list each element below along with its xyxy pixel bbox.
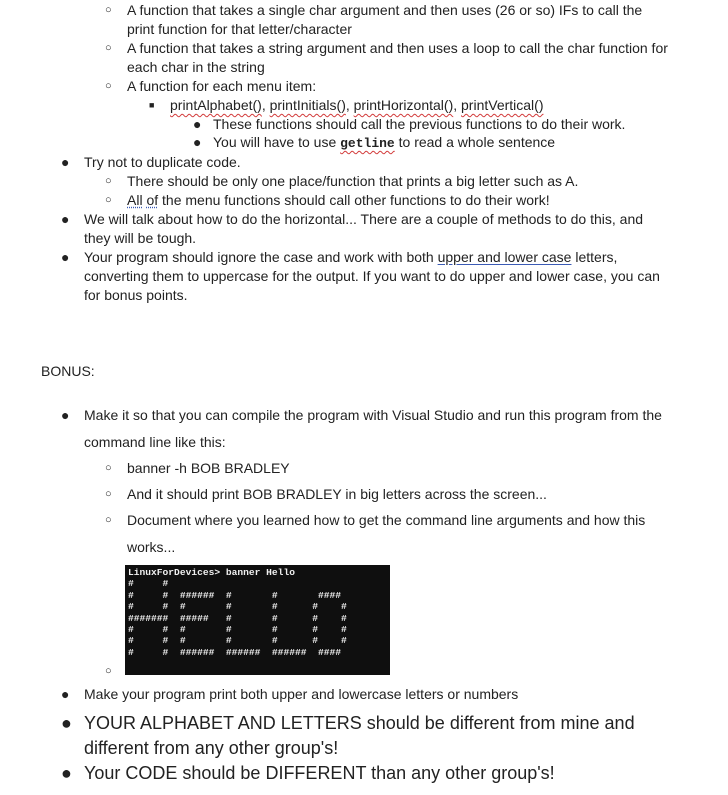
fn-print-horizontal: printHorizontal() bbox=[353, 97, 454, 113]
disc-bullet: ● bbox=[61, 249, 70, 265]
list-item-text: There should be only one place/function that prints a big letter such as A. bbox=[127, 173, 579, 189]
text: All bbox=[127, 192, 143, 208]
list-item-text: YOUR ALPHABET AND LETTERS should be different from mine and bbox=[84, 713, 635, 733]
text: Your program should ignore the case and work with both bbox=[84, 249, 438, 265]
list-item-text: print function for that letter/character bbox=[127, 21, 352, 37]
separator: , bbox=[345, 97, 354, 113]
disc-bullet: ● bbox=[193, 134, 202, 150]
terminal-row: # # # # # # # bbox=[128, 635, 347, 647]
circle-bullet: ○ bbox=[105, 488, 112, 500]
circle-bullet: ○ bbox=[105, 462, 112, 474]
list-item-text: different from any other group's! bbox=[84, 738, 339, 758]
list-item-text bbox=[127, 191, 550, 209]
circle-bullet: ○ bbox=[105, 42, 112, 54]
list-item-text: A function that takes a single char argument and then uses (26 or so) IFs to call the bbox=[127, 2, 643, 18]
terminal-row: # # ###### ###### ###### #### bbox=[128, 646, 342, 658]
circle-bullet: ○ bbox=[105, 665, 112, 677]
disc-bullet: ● bbox=[61, 686, 70, 702]
circle-bullet: ○ bbox=[105, 80, 112, 92]
disc-bullet: ● bbox=[61, 713, 72, 733]
list-item-text: A function for each menu item: bbox=[127, 78, 317, 94]
fn-print-initials: printInitials() bbox=[269, 97, 346, 113]
disc-bullet: ● bbox=[61, 154, 70, 170]
list-item-text: These functions should call the previous functions to do their work. bbox=[213, 116, 626, 132]
disc-bullet: ● bbox=[61, 763, 72, 783]
terminal-row: # # # # # # # bbox=[128, 601, 347, 613]
text: to read a whole sentence bbox=[394, 134, 556, 150]
list-item-text: each char in the string bbox=[127, 59, 265, 75]
terminal-screenshot bbox=[125, 565, 390, 675]
circle-bullet: ○ bbox=[105, 175, 112, 187]
terminal-row: # # # # # # # bbox=[128, 624, 347, 636]
list-item-text: works... bbox=[127, 539, 176, 555]
list-item-text: Make your program print both upper and lowercase letters or numbers bbox=[84, 686, 519, 702]
terminal-row: # # bbox=[128, 578, 169, 590]
list-item-text: And it should print BOB BRADLEY in big letters across the screen... bbox=[127, 486, 547, 502]
list-item-text: Document where you learned how to get the command line arguments and how this bbox=[127, 512, 646, 528]
circle-bullet: ○ bbox=[105, 4, 112, 16]
text: letters, bbox=[571, 249, 618, 265]
text: the menu functions should call other functions to do their work! bbox=[158, 192, 550, 208]
list-item-text bbox=[84, 248, 617, 266]
list-item-text: they will be tough. bbox=[84, 230, 197, 246]
separator: , bbox=[453, 97, 462, 113]
bonus-heading: BONUS: bbox=[41, 363, 95, 379]
text: You will have to use bbox=[213, 134, 341, 150]
list-item-text: converting them to uppercase for the output. If you want to do upper and lower case, you can bbox=[84, 268, 660, 284]
list-item-text: We will talk about how to do the horizontal... There are a couple of methods to do this, and bbox=[84, 211, 644, 227]
fn-print-alphabet: printAlphabet() bbox=[170, 97, 262, 113]
circle-bullet: ○ bbox=[105, 514, 112, 526]
disc-bullet: ● bbox=[61, 211, 70, 227]
terminal-row: ####### ##### # # # # bbox=[128, 612, 347, 624]
code-getline: getline bbox=[340, 136, 395, 151]
list-item-text: for bonus points. bbox=[84, 287, 188, 303]
text: of bbox=[146, 192, 159, 208]
menu-function-list bbox=[170, 96, 543, 114]
text: upper and lower case bbox=[437, 249, 572, 265]
list-item-text: Your CODE should be DIFFERENT than any other group's! bbox=[84, 763, 555, 783]
fn-print-vertical: printVertical() bbox=[461, 97, 544, 113]
disc-bullet: ● bbox=[61, 407, 70, 423]
circle-bullet: ○ bbox=[105, 194, 112, 206]
square-bullet: ■ bbox=[149, 100, 155, 110]
list-item-text: Make it so that you can compile the program with Visual Studio and run this program from the bbox=[84, 407, 662, 423]
list-item-text: command line like this: bbox=[84, 434, 226, 450]
list-item-text: A function that takes a string argument and then uses a loop to call the char function for bbox=[127, 40, 668, 56]
separator: , bbox=[261, 97, 270, 113]
list-item-text: Try not to duplicate code. bbox=[84, 154, 241, 170]
terminal-row: # # ###### # # #### bbox=[128, 589, 342, 601]
list-item-text bbox=[213, 133, 555, 153]
disc-bullet: ● bbox=[193, 116, 202, 132]
terminal-prompt: LinuxForDevices> banner Hello bbox=[128, 567, 295, 578]
list-item-text: banner -h BOB BRADLEY bbox=[127, 460, 290, 476]
